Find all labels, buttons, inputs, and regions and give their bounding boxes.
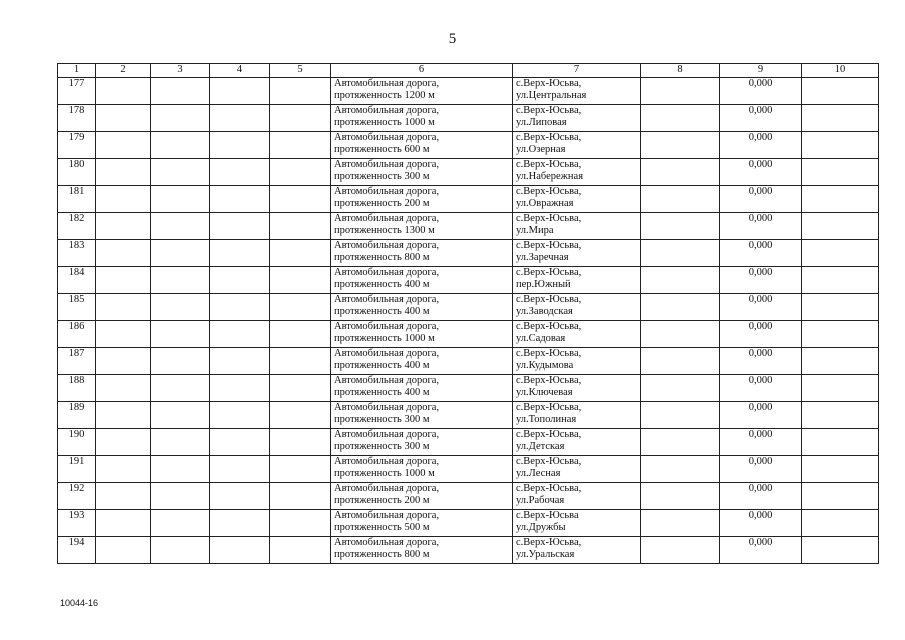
object-name-line: Автомобильная дорога, bbox=[334, 375, 440, 386]
empty-cell bbox=[802, 105, 879, 132]
empty-cell bbox=[151, 429, 210, 456]
address-street-line: ул.Озерная bbox=[516, 144, 566, 155]
empty-cell bbox=[210, 105, 270, 132]
column-header: 6 bbox=[331, 64, 513, 78]
object-name-cell bbox=[331, 186, 513, 213]
address-settlement-line: с.Верх-Юсьва, bbox=[516, 105, 582, 116]
table-row bbox=[58, 186, 879, 213]
empty-cell bbox=[270, 348, 331, 375]
object-name-cell bbox=[331, 159, 513, 186]
object-length-line: протяженность 1200 м bbox=[334, 90, 435, 101]
empty-cell bbox=[210, 267, 270, 294]
address-settlement-line: с.Верх-Юсьва, bbox=[516, 483, 582, 494]
row-number-cell: 194 bbox=[58, 537, 96, 564]
empty-cell bbox=[151, 483, 210, 510]
amount-cell: 0,000 bbox=[720, 105, 802, 132]
address-street-line: ул.Кудымова bbox=[516, 360, 574, 371]
table-row bbox=[58, 375, 879, 402]
empty-cell bbox=[270, 159, 331, 186]
object-name-line: Автомобильная дорога, bbox=[334, 348, 440, 359]
amount-cell: 0,000 bbox=[720, 294, 802, 321]
empty-cell bbox=[151, 267, 210, 294]
empty-cell bbox=[802, 132, 879, 159]
empty-cell bbox=[270, 240, 331, 267]
empty-cell bbox=[802, 267, 879, 294]
address-cell bbox=[513, 402, 641, 429]
address-street-line: ул.Садовая bbox=[516, 333, 566, 344]
object-name-cell bbox=[331, 321, 513, 348]
object-length-line: протяженность 400 м bbox=[334, 279, 430, 290]
empty-cell bbox=[210, 429, 270, 456]
row-number-cell: 190 bbox=[58, 429, 96, 456]
empty-cell bbox=[270, 186, 331, 213]
column-header: 4 bbox=[210, 64, 270, 78]
object-name-line: Автомобильная дорога, bbox=[334, 402, 440, 413]
object-name-cell bbox=[331, 402, 513, 429]
empty-cell bbox=[151, 375, 210, 402]
address-street-line: ул.Дружбы bbox=[516, 522, 566, 533]
object-name-line: Автомобильная дорога, bbox=[334, 213, 440, 224]
object-name-cell bbox=[331, 78, 513, 105]
address-cell bbox=[513, 537, 641, 564]
table-row bbox=[58, 510, 879, 537]
address-settlement-line: с.Верх-Юсьва, bbox=[516, 375, 582, 386]
empty-cell bbox=[210, 321, 270, 348]
row-number-cell: 181 bbox=[58, 186, 96, 213]
table-row bbox=[58, 402, 879, 429]
empty-cell bbox=[802, 483, 879, 510]
column-header: 7 bbox=[513, 64, 641, 78]
object-length-line: протяженность 300 м bbox=[334, 441, 430, 452]
document-code: 10044-16 bbox=[60, 598, 99, 608]
empty-cell bbox=[96, 105, 151, 132]
row-number-cell: 183 bbox=[58, 240, 96, 267]
object-length-line: протяженность 300 м bbox=[334, 414, 430, 425]
amount-cell: 0,000 bbox=[720, 375, 802, 402]
object-length-line: протяженность 200 м bbox=[334, 198, 430, 209]
empty-cell bbox=[641, 159, 720, 186]
table-row bbox=[58, 267, 879, 294]
object-name-line: Автомобильная дорога, bbox=[334, 159, 440, 170]
row-number-cell: 180 bbox=[58, 159, 96, 186]
amount-cell: 0,000 bbox=[720, 213, 802, 240]
empty-cell bbox=[270, 483, 331, 510]
address-settlement-line: с.Верх-Юсьва, bbox=[516, 78, 582, 89]
column-header: 8 bbox=[641, 64, 720, 78]
empty-cell bbox=[151, 159, 210, 186]
empty-cell bbox=[210, 348, 270, 375]
empty-cell bbox=[641, 240, 720, 267]
page-number: 5 bbox=[448, 31, 457, 47]
empty-cell bbox=[210, 132, 270, 159]
object-name-line: Автомобильная дорога, bbox=[334, 78, 440, 89]
empty-cell bbox=[96, 510, 151, 537]
empty-cell bbox=[270, 510, 331, 537]
address-settlement-line: с.Верх-Юсьва, bbox=[516, 132, 582, 143]
address-cell bbox=[513, 159, 641, 186]
empty-cell bbox=[151, 321, 210, 348]
empty-cell bbox=[270, 267, 331, 294]
empty-cell bbox=[641, 510, 720, 537]
empty-cell bbox=[641, 321, 720, 348]
amount-cell: 0,000 bbox=[720, 159, 802, 186]
empty-cell bbox=[210, 213, 270, 240]
empty-cell bbox=[151, 105, 210, 132]
empty-cell bbox=[210, 510, 270, 537]
empty-cell bbox=[270, 321, 331, 348]
table-row bbox=[58, 213, 879, 240]
empty-cell bbox=[151, 78, 210, 105]
object-name-cell bbox=[331, 348, 513, 375]
address-cell bbox=[513, 267, 641, 294]
amount-cell: 0,000 bbox=[720, 321, 802, 348]
empty-cell bbox=[641, 267, 720, 294]
empty-cell bbox=[210, 375, 270, 402]
empty-cell bbox=[96, 132, 151, 159]
address-settlement-line: с.Верх-Юсьва, bbox=[516, 456, 582, 467]
object-length-line: протяженность 800 м bbox=[334, 549, 430, 560]
empty-cell bbox=[270, 537, 331, 564]
object-name-cell bbox=[331, 132, 513, 159]
empty-cell bbox=[151, 240, 210, 267]
empty-cell bbox=[96, 294, 151, 321]
empty-cell bbox=[802, 186, 879, 213]
object-name-cell bbox=[331, 105, 513, 132]
address-street-line: ул.Овражная bbox=[516, 198, 574, 209]
row-number-cell: 186 bbox=[58, 321, 96, 348]
empty-cell bbox=[96, 321, 151, 348]
empty-cell bbox=[641, 294, 720, 321]
empty-cell bbox=[802, 402, 879, 429]
object-length-line: протяженность 600 м bbox=[334, 144, 430, 155]
empty-cell bbox=[641, 456, 720, 483]
object-name-cell bbox=[331, 240, 513, 267]
empty-cell bbox=[96, 483, 151, 510]
address-street-line: ул.Тополиная bbox=[516, 414, 577, 425]
amount-cell: 0,000 bbox=[720, 78, 802, 105]
row-number-cell: 191 bbox=[58, 456, 96, 483]
object-name-line: Автомобильная дорога, bbox=[334, 429, 440, 440]
address-street-line: ул.Заречная bbox=[516, 252, 569, 263]
table-row bbox=[58, 294, 879, 321]
table-row bbox=[58, 240, 879, 267]
empty-cell bbox=[641, 78, 720, 105]
empty-cell bbox=[802, 348, 879, 375]
empty-cell bbox=[270, 375, 331, 402]
empty-cell bbox=[270, 294, 331, 321]
row-number-cell: 192 bbox=[58, 483, 96, 510]
empty-cell bbox=[151, 213, 210, 240]
column-header: 5 bbox=[270, 64, 331, 78]
amount-cell: 0,000 bbox=[720, 402, 802, 429]
address-street-line: ул.Рабочая bbox=[516, 495, 565, 506]
empty-cell bbox=[802, 78, 879, 105]
empty-cell bbox=[151, 132, 210, 159]
address-cell bbox=[513, 321, 641, 348]
object-length-line: протяженность 1000 м bbox=[334, 333, 435, 344]
empty-cell bbox=[270, 456, 331, 483]
empty-cell bbox=[151, 510, 210, 537]
table-row bbox=[58, 159, 879, 186]
object-name-cell bbox=[331, 510, 513, 537]
address-settlement-line: с.Верх-Юсьва, bbox=[516, 267, 582, 278]
empty-cell bbox=[210, 456, 270, 483]
empty-cell bbox=[641, 186, 720, 213]
address-street-line: пер.Южный bbox=[516, 279, 571, 290]
empty-cell bbox=[641, 375, 720, 402]
empty-cell bbox=[96, 537, 151, 564]
address-settlement-line: с.Верх-Юсьва bbox=[516, 510, 579, 521]
table-row bbox=[58, 348, 879, 375]
amount-cell: 0,000 bbox=[720, 348, 802, 375]
object-name-line: Автомобильная дорога, bbox=[334, 321, 440, 332]
object-name-line: Автомобильная дорога, bbox=[334, 240, 440, 251]
amount-cell: 0,000 bbox=[720, 537, 802, 564]
amount-cell: 0,000 bbox=[720, 429, 802, 456]
empty-cell bbox=[151, 186, 210, 213]
amount-cell: 0,000 bbox=[720, 240, 802, 267]
empty-cell bbox=[270, 402, 331, 429]
empty-cell bbox=[802, 159, 879, 186]
empty-cell bbox=[96, 186, 151, 213]
address-street-line: ул.Лесная bbox=[516, 468, 561, 479]
empty-cell bbox=[641, 132, 720, 159]
table-row bbox=[58, 321, 879, 348]
registry-table bbox=[57, 63, 879, 564]
address-street-line: ул.Уральская bbox=[516, 549, 575, 560]
empty-cell bbox=[96, 78, 151, 105]
empty-cell bbox=[641, 105, 720, 132]
empty-cell bbox=[210, 402, 270, 429]
address-street-line: ул.Заводская bbox=[516, 306, 573, 317]
empty-cell bbox=[210, 159, 270, 186]
empty-cell bbox=[270, 429, 331, 456]
empty-cell bbox=[802, 375, 879, 402]
empty-cell bbox=[270, 132, 331, 159]
object-name-cell bbox=[331, 483, 513, 510]
empty-cell bbox=[641, 483, 720, 510]
empty-cell bbox=[802, 510, 879, 537]
empty-cell bbox=[270, 78, 331, 105]
address-cell bbox=[513, 375, 641, 402]
address-settlement-line: с.Верх-Юсьва, bbox=[516, 429, 582, 440]
address-street-line: ул.Детская bbox=[516, 441, 565, 452]
empty-cell bbox=[802, 321, 879, 348]
address-cell bbox=[513, 483, 641, 510]
address-street-line: ул.Мира bbox=[516, 225, 554, 236]
object-name-cell bbox=[331, 267, 513, 294]
address-settlement-line: с.Верх-Юсьва, bbox=[516, 186, 582, 197]
empty-cell bbox=[96, 213, 151, 240]
object-name-cell bbox=[331, 456, 513, 483]
object-name-line: Автомобильная дорога, bbox=[334, 105, 440, 116]
object-length-line: протяженность 1000 м bbox=[334, 468, 435, 479]
table-row bbox=[58, 483, 879, 510]
empty-cell bbox=[270, 105, 331, 132]
empty-cell bbox=[641, 537, 720, 564]
object-name-cell bbox=[331, 294, 513, 321]
amount-cell: 0,000 bbox=[720, 267, 802, 294]
row-number-cell: 184 bbox=[58, 267, 96, 294]
object-length-line: протяженность 200 м bbox=[334, 495, 430, 506]
column-header: 10 bbox=[802, 64, 879, 78]
address-settlement-line: с.Верх-Юсьва, bbox=[516, 402, 582, 413]
object-length-line: протяженность 300 м bbox=[334, 171, 430, 182]
empty-cell bbox=[210, 537, 270, 564]
empty-cell bbox=[210, 78, 270, 105]
empty-cell bbox=[96, 159, 151, 186]
column-header: 9 bbox=[720, 64, 802, 78]
empty-cell bbox=[96, 348, 151, 375]
empty-cell bbox=[802, 537, 879, 564]
empty-cell bbox=[96, 402, 151, 429]
address-settlement-line: с.Верх-Юсьва, bbox=[516, 159, 582, 170]
address-cell bbox=[513, 240, 641, 267]
address-cell bbox=[513, 132, 641, 159]
empty-cell bbox=[802, 213, 879, 240]
empty-cell bbox=[210, 186, 270, 213]
object-name-line: Автомобильная дорога, bbox=[334, 456, 440, 467]
header-row bbox=[58, 64, 879, 78]
object-name-cell bbox=[331, 429, 513, 456]
empty-cell bbox=[96, 267, 151, 294]
address-street-line: ул.Центральная bbox=[516, 90, 587, 101]
empty-cell bbox=[96, 375, 151, 402]
empty-cell bbox=[802, 240, 879, 267]
table-row bbox=[58, 537, 879, 564]
empty-cell bbox=[96, 240, 151, 267]
table-row bbox=[58, 78, 879, 105]
empty-cell bbox=[641, 429, 720, 456]
row-number-cell: 178 bbox=[58, 105, 96, 132]
table-row bbox=[58, 456, 879, 483]
object-name-line: Автомобильная дорога, bbox=[334, 537, 440, 548]
amount-cell: 0,000 bbox=[720, 132, 802, 159]
object-length-line: протяженность 500 м bbox=[334, 522, 430, 533]
object-name-line: Автомобильная дорога, bbox=[334, 294, 440, 305]
table-row bbox=[58, 429, 879, 456]
row-number-cell: 177 bbox=[58, 78, 96, 105]
empty-cell bbox=[96, 429, 151, 456]
object-length-line: протяженность 1300 м bbox=[334, 225, 435, 236]
amount-cell: 0,000 bbox=[720, 510, 802, 537]
row-number-cell: 189 bbox=[58, 402, 96, 429]
object-name-line: Автомобильная дорога, bbox=[334, 132, 440, 143]
address-street-line: ул.Набережная bbox=[516, 171, 584, 182]
empty-cell bbox=[641, 348, 720, 375]
empty-cell bbox=[96, 456, 151, 483]
amount-cell: 0,000 bbox=[720, 483, 802, 510]
empty-cell bbox=[210, 483, 270, 510]
row-number-cell: 187 bbox=[58, 348, 96, 375]
empty-cell bbox=[151, 348, 210, 375]
address-settlement-line: с.Верх-Юсьва, bbox=[516, 213, 582, 224]
address-cell bbox=[513, 78, 641, 105]
object-length-line: протяженность 800 м bbox=[334, 252, 430, 263]
object-name-line: Автомобильная дорога, bbox=[334, 483, 440, 494]
amount-cell: 0,000 bbox=[720, 456, 802, 483]
address-settlement-line: с.Верх-Юсьва, bbox=[516, 240, 582, 251]
empty-cell bbox=[641, 402, 720, 429]
empty-cell bbox=[151, 537, 210, 564]
address-cell bbox=[513, 294, 641, 321]
address-cell bbox=[513, 429, 641, 456]
column-header: 2 bbox=[96, 64, 151, 78]
address-cell bbox=[513, 348, 641, 375]
object-name-line: Автомобильная дорога, bbox=[334, 186, 440, 197]
address-cell bbox=[513, 456, 641, 483]
address-cell bbox=[513, 105, 641, 132]
object-length-line: протяженность 400 м bbox=[334, 306, 430, 317]
address-street-line: ул.Липовая bbox=[516, 117, 567, 128]
address-cell bbox=[513, 213, 641, 240]
empty-cell bbox=[270, 213, 331, 240]
address-settlement-line: с.Верх-Юсьва, bbox=[516, 537, 582, 548]
object-name-line: Автомобильная дорога, bbox=[334, 267, 440, 278]
empty-cell bbox=[802, 294, 879, 321]
address-settlement-line: с.Верх-Юсьва, bbox=[516, 321, 582, 332]
empty-cell bbox=[210, 294, 270, 321]
address-cell bbox=[513, 186, 641, 213]
object-name-cell bbox=[331, 213, 513, 240]
row-number-cell: 193 bbox=[58, 510, 96, 537]
object-name-cell bbox=[331, 375, 513, 402]
amount-cell: 0,000 bbox=[720, 186, 802, 213]
row-number-cell: 185 bbox=[58, 294, 96, 321]
empty-cell bbox=[802, 456, 879, 483]
address-cell bbox=[513, 510, 641, 537]
object-name-cell bbox=[331, 537, 513, 564]
table-row bbox=[58, 132, 879, 159]
empty-cell bbox=[151, 294, 210, 321]
object-length-line: протяженность 400 м bbox=[334, 360, 430, 371]
object-length-line: протяженность 1000 м bbox=[334, 117, 435, 128]
empty-cell bbox=[151, 456, 210, 483]
row-number-cell: 182 bbox=[58, 213, 96, 240]
object-name-line: Автомобильная дорога, bbox=[334, 510, 440, 521]
empty-cell bbox=[210, 240, 270, 267]
empty-cell bbox=[151, 402, 210, 429]
column-header: 3 bbox=[151, 64, 210, 78]
address-street-line: ул.Ключевая bbox=[516, 387, 573, 398]
row-number-cell: 179 bbox=[58, 132, 96, 159]
address-settlement-line: с.Верх-Юсьва, bbox=[516, 294, 582, 305]
table-row bbox=[58, 105, 879, 132]
empty-cell bbox=[802, 429, 879, 456]
address-settlement-line: с.Верх-Юсьва, bbox=[516, 348, 582, 359]
empty-cell bbox=[641, 213, 720, 240]
object-length-line: протяженность 400 м bbox=[334, 387, 430, 398]
row-number-cell: 188 bbox=[58, 375, 96, 402]
column-header: 1 bbox=[58, 64, 96, 78]
